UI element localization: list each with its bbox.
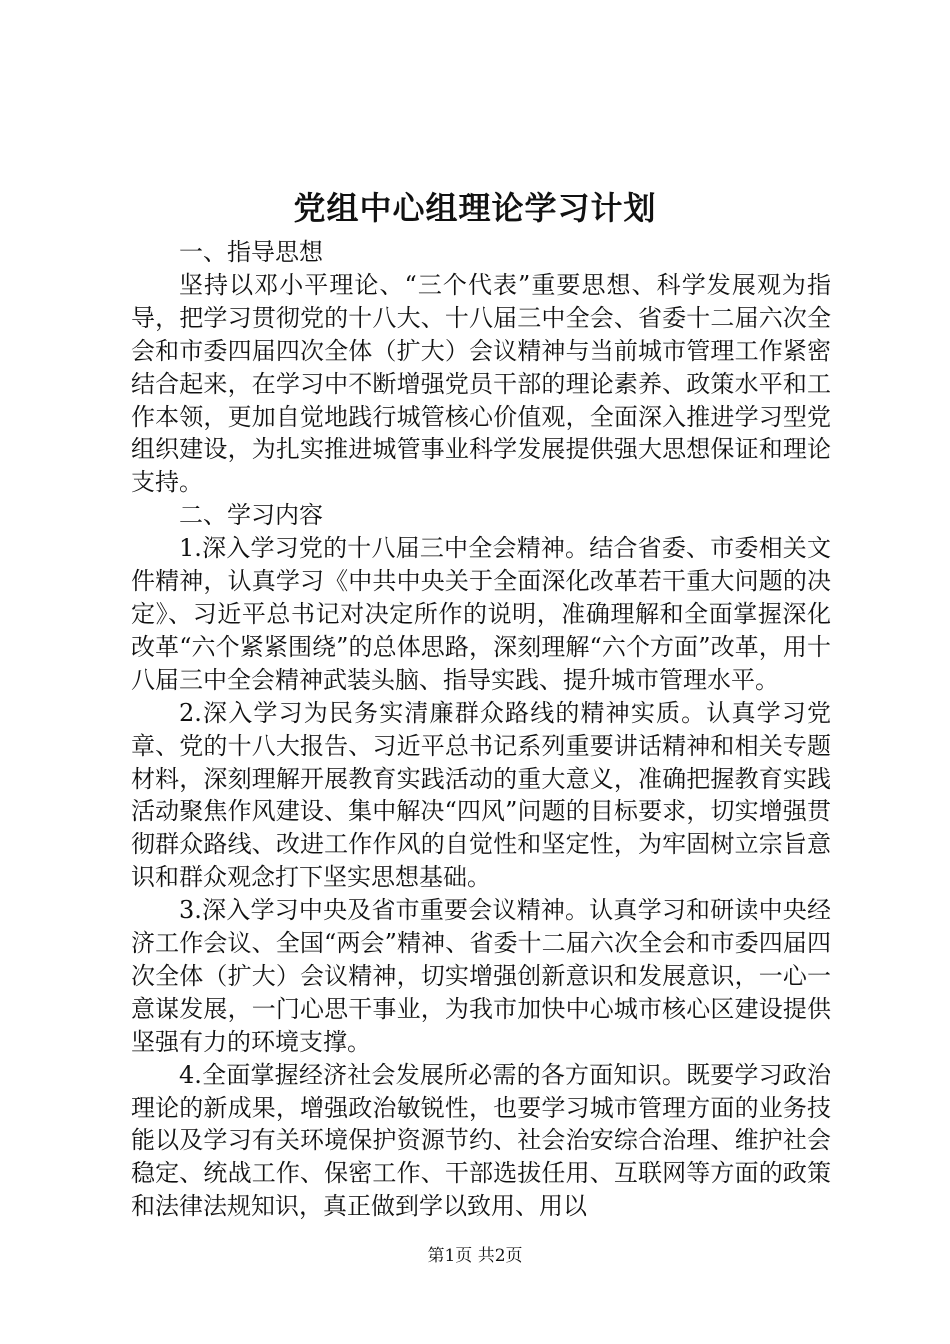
paragraph-item-2: 2.深入学习为民务实清廉群众路线的精神实质。认真学习党章、党的十八大报告、习近平总书记系列重要讲话精神和相关专题材料，深刻理解开展教育实践活动的重大意义，准确把握教育实践活动聚焦作风建设、集中解决“四风”问题的目标要求，切实增强贯彻群众路线、改进工作作风的自觉性和坚定性，为牢固树立宗旨意识和群众观念打下坚实思想基础。 — [131, 698, 831, 892]
paragraph-item-1: 1.深入学习党的十八届三中全会精神。结合省委、市委相关文件精神，认真学习《中共中央关于全面深化改革若干重大问题的决定》、习近平总书记对决定所作的说明，准确理解和全面掌握深化改革“六个紧紧围绕”的总体思路，深刻理解“六个方面”改革，用十八届三中全会精神武装头脑、指导实践、提升城市管理水平。 — [131, 534, 831, 694]
paragraph-item-3: 3.深入学习中央及省市重要会议精神。认真学习和研读中央经济工作会议、全国“两会”精神、省委十二届六次全会和市委四届四次全体（扩大）会议精神，切实增强创新意识和发展意识，一心一意谋发展，一门心思干事业，为我市加快中心城市核心区建设提供坚强有力的环境支撑。 — [131, 896, 831, 1056]
paragraph-guiding-ideology: 坚持以邓小平理论、“三个代表”重要思想、科学发展观为指导，把学习贯彻党的十八大、十八届三中全会、省委十二届六次全会和市委四届四次全体（扩大）会议精神与当前城市管理工作紧密结合起来，在学习中不断增强党员干部的理论素养、政策水平和工作本领，更加自觉地践行城管核心价值观，全面深入推进学习型党组织建设，为扎实推进城管事业科学发展提供强大思想保证和理论支持。 — [131, 270, 831, 497]
document-body — [131, 236, 831, 1223]
page-title: 党组中心组理论学习计划 — [293, 189, 657, 227]
paragraph-item-4: 4.全面掌握经济社会发展所必需的各方面知识。既要学习政治理论的新成果，增强政治敏锐性，也要学习城市管理方面的业务技能以及学习有关环境保护资源节约、社会治安综合治理、维护社会稳定、统战工作、保密工作、干部选拔任用、互联网等方面的政策和法律法规知识，真正做到学以致用、用以 — [131, 1060, 831, 1221]
page-footer: 第1页 共2页 — [427, 1246, 523, 1266]
section-heading-guiding-ideology: 一、指导思想 — [179, 238, 323, 266]
section-heading-study-content: 二、学习内容 — [179, 501, 323, 530]
